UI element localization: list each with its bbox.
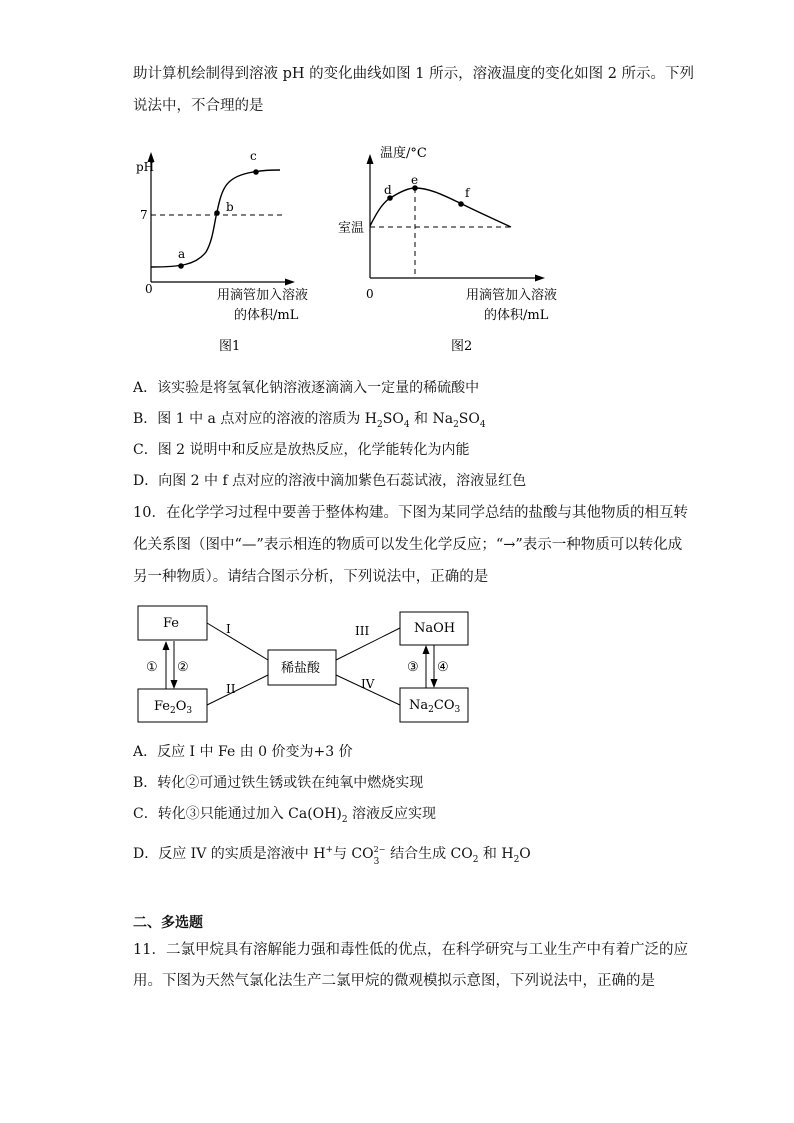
q9-option-d: D．向图 2 中 f 点对应的溶液中滴加紫色石蕊试液，溶液显红色 bbox=[133, 473, 527, 489]
label-naoh: NaOH bbox=[414, 621, 456, 636]
fig2-y-mark: 室温 bbox=[338, 221, 365, 236]
fig1-y-mark: 7 bbox=[140, 208, 148, 222]
link-fe2o3-acid bbox=[207, 675, 268, 705]
q10-option-a: A．反应 I 中 Fe 由 0 价变为+3 价 bbox=[133, 744, 353, 760]
fig2-caption: 图2 bbox=[451, 339, 473, 354]
intro-line-1: 助计算机绘制得到溶液 pH 的变化曲线如图 1 所示，溶液温度的变化如图 2 所示。下列 bbox=[133, 66, 695, 82]
q10-option-d: D．反应 IV 的实质是溶液中 H+与 CO 2− 3 结合生成 $CO_2$ 和 $H_2O$ bbox=[133, 845, 531, 867]
q11-line-2: 用。下图为天然气氯化法生产二氯甲烷的微观模拟示意图，下列说法中，正确的是 bbox=[133, 973, 655, 989]
q9-option-c: C．图 2 说明中和反应是放热反应，化学能转化为内能 bbox=[133, 442, 470, 458]
arrow-1-head bbox=[163, 641, 170, 650]
fig1-label-c: c bbox=[250, 149, 257, 163]
fig1-ylabel: pH bbox=[136, 160, 155, 174]
label-reaction-2: II bbox=[226, 682, 236, 696]
label-na2co3: $Na_2CO_3$ bbox=[409, 698, 461, 715]
arrow-3-head bbox=[423, 645, 430, 654]
label-conv-2: ② bbox=[177, 660, 189, 675]
label-fe2o3: $Fe_2O_3$ bbox=[154, 699, 193, 716]
label-reaction-1: I bbox=[226, 622, 231, 636]
fig2-label-e: e bbox=[411, 173, 419, 187]
link-fe-acid bbox=[207, 623, 268, 660]
arrow-4-head bbox=[431, 679, 438, 688]
q10-line-3: 另一种物质）。请结合图示分析，下列说法中，正确的是 bbox=[133, 569, 489, 585]
intro-line-2: 说法中，不合理的是 bbox=[133, 98, 264, 114]
fig2-ylabel: 温度/°C bbox=[380, 146, 427, 161]
label-reaction-4: IV bbox=[361, 677, 375, 691]
section-title-multi-choice: 二、多选题 bbox=[133, 915, 203, 931]
q10-option-c: C．转化③只能通过加入 $Ca(OH)_2$ 溶液反应实现 bbox=[133, 806, 437, 825]
fig2-label-f: f bbox=[465, 186, 470, 200]
q9-option-b: B．图 1 中 a 点对应的溶液的溶质为 $H_2SO_4$ 和 $Na_2SO_4$ bbox=[133, 411, 486, 430]
q10-line-2: 化关系图（图中“—”表示相连的物质可以发生化学反应；“→”表示一种物质可以转化成 bbox=[133, 537, 683, 553]
fig1-caption: 图1 bbox=[219, 339, 241, 354]
fig1-origin: 0 bbox=[145, 282, 153, 296]
fig2-xlabel-1: 用滴管加入溶液 bbox=[466, 288, 558, 303]
q9-option-a: A．该实验是将氢氧化钠溶液逐滴滴入一定量的稀硫酸中 bbox=[133, 380, 480, 396]
fig2-xlabel-2: 的体积/mL bbox=[484, 308, 549, 323]
fig2-label-d: d bbox=[384, 183, 392, 197]
fig1-label-b: b bbox=[226, 200, 234, 214]
q10-option-b: B．转化②可通过铁生锈或铁在纯氧中燃烧实现 bbox=[133, 775, 424, 791]
q11-line-1: 11．二氯甲烷具有溶解能力强和毒性低的优点，在科学研究与工业生产中有着广泛的应 bbox=[133, 942, 688, 958]
label-acid: 稀盐酸 bbox=[281, 661, 321, 676]
arrow-2-head bbox=[171, 680, 178, 689]
fig2-origin: 0 bbox=[366, 287, 374, 301]
label-conv-3: ③ bbox=[407, 660, 419, 675]
q10-line-1: 10．在化学学习过程中要善于整体构建。下图为某同学总结的盐酸与其他物质的相互转 bbox=[133, 505, 688, 521]
label-conv-4: ④ bbox=[437, 660, 449, 675]
fig1-xlabel-1: 用滴管加入溶液 bbox=[217, 288, 309, 303]
label-reaction-3: III bbox=[355, 624, 370, 638]
label-fe: Fe bbox=[163, 616, 180, 631]
label-conv-1: ① bbox=[146, 660, 158, 675]
fig1-label-a: a bbox=[178, 247, 186, 261]
fig1-xlabel-2: 的体积/mL bbox=[234, 308, 299, 323]
